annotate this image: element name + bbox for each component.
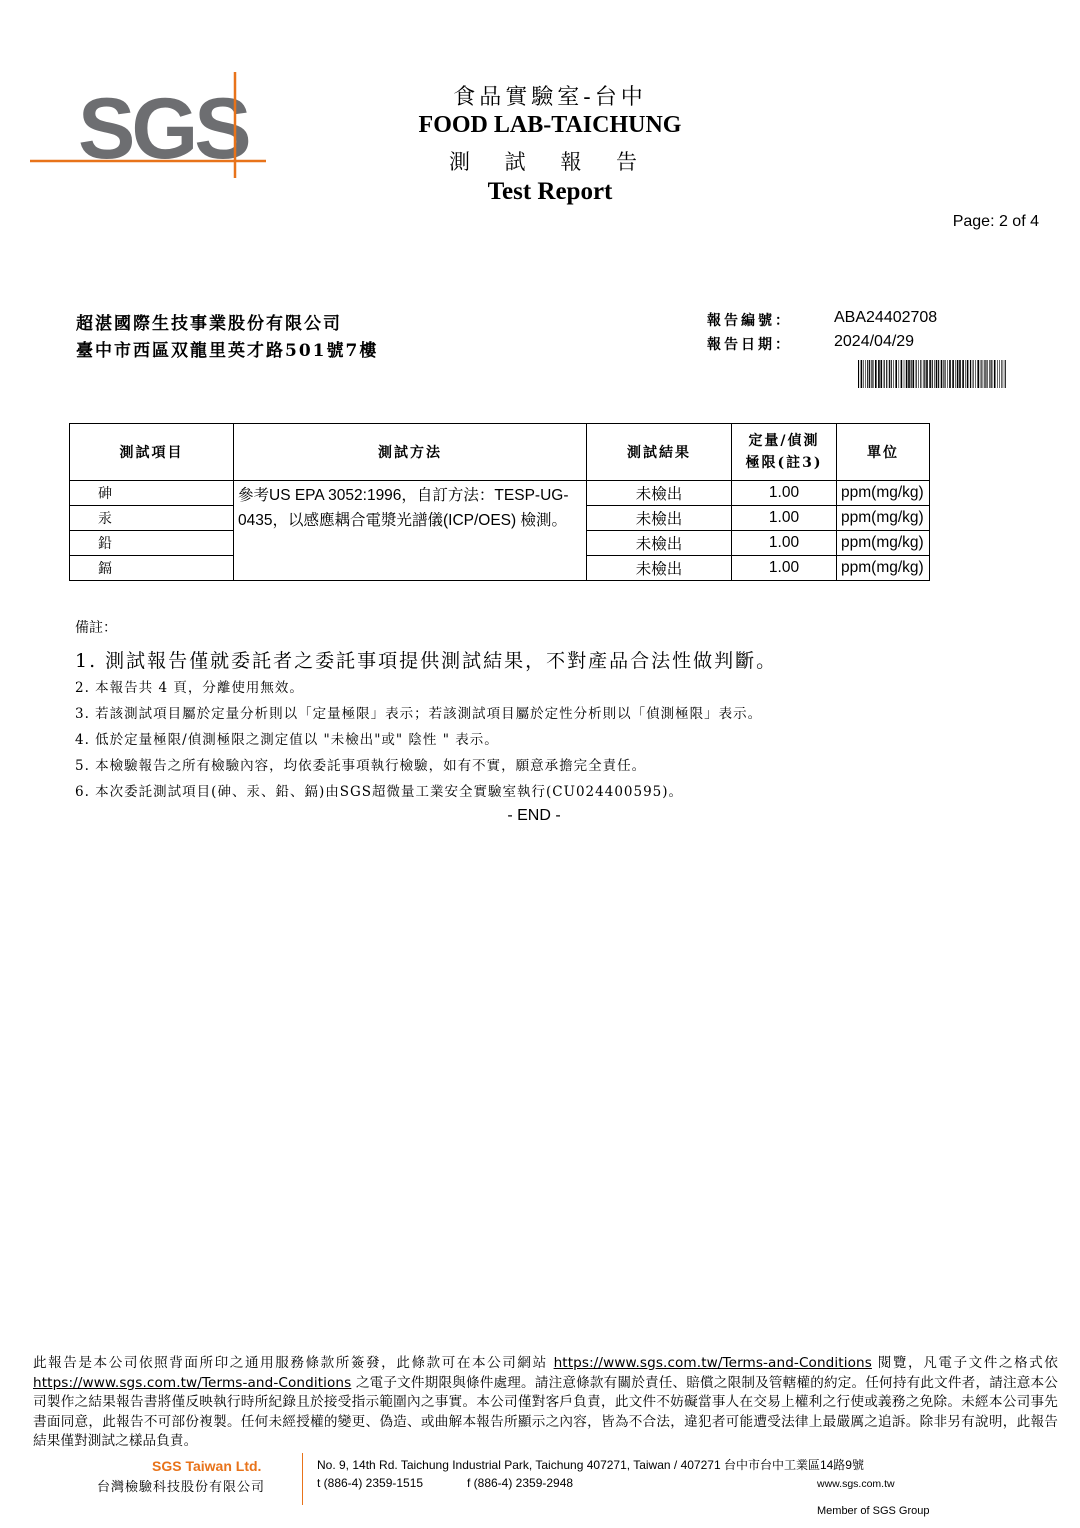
client-name: 超湛國際生技事業股份有限公司 [76, 314, 342, 334]
disclaimer-text: 閱覽，凡電子文件之格式依 [871, 1355, 1058, 1371]
barcode-bar [923, 360, 924, 388]
report-title-zh: 測 試 報 告 [448, 150, 652, 174]
unit-cell: ppm(mg/kg) [837, 481, 930, 506]
barcode-bar [1003, 360, 1004, 388]
barcode-bar [977, 360, 979, 388]
company-phone: t (886-4) 2359-1515 [317, 1476, 424, 1490]
barcode-bar [884, 360, 885, 388]
barcode-bar [911, 360, 912, 388]
barcode-bar [945, 360, 946, 388]
barcode-bar [973, 360, 974, 388]
barcode-bar [997, 360, 998, 388]
result-cell: 未檢出 [587, 531, 732, 556]
results-table [69, 423, 930, 581]
company-name-en: SGS Taiwan Ltd. [152, 1458, 262, 1474]
sgs-logo [30, 70, 270, 180]
barcode-bar [965, 360, 966, 388]
result-cell: 未檢出 [587, 481, 732, 506]
method-cell: 參考US EPA 3052:1996，自訂方法：TESP-UG-0435，以感應耦合電漿光譜儀(ICP/OES) 檢測。 [234, 481, 587, 581]
barcode-bar [936, 360, 938, 388]
legal-disclaimer [33, 1354, 1058, 1452]
barcode-bar [972, 360, 973, 388]
barcode-bar [987, 360, 988, 388]
limit-cell: 1.00 [732, 506, 837, 531]
barcode-bar [895, 360, 897, 388]
barcode-bar [872, 360, 873, 388]
barcode-bar [938, 360, 939, 388]
barcode-bar [983, 360, 984, 388]
barcode-bar [889, 360, 890, 388]
lab-title-en: FOOD LAB-TAICHUNG [418, 112, 682, 138]
table-header-row [70, 424, 930, 481]
header-limit-line1: 定量/偵測 [748, 433, 820, 449]
barcode-bar [955, 360, 956, 388]
barcode-bar [886, 360, 887, 388]
header-limit [732, 424, 837, 481]
barcode-bar [985, 360, 986, 388]
header-unit: 單位 [837, 424, 930, 481]
result-cell: 未檢出 [587, 506, 732, 531]
barcode-bar [901, 360, 903, 388]
report-number: ABA24402708 [834, 309, 938, 326]
logo-text: SGS [78, 81, 248, 177]
notes-title: 備註： [75, 620, 117, 636]
barcode-bar [916, 360, 917, 388]
barcode-bar [981, 360, 982, 388]
barcode-bar [947, 360, 948, 388]
barcode-bar [908, 360, 910, 388]
header-method: 測試方法 [234, 424, 587, 481]
barcode-bar [975, 360, 976, 388]
terms-link[interactable]: https://www.sgs.com.tw/Terms-and-Conditions [553, 1355, 872, 1371]
barcode-bar [934, 360, 935, 388]
barcode-bar [913, 360, 915, 388]
barcode-bar [984, 360, 985, 388]
limit-cell: 1.00 [732, 531, 837, 556]
unit-cell: ppm(mg/kg) [837, 506, 930, 531]
unit-cell: ppm(mg/kg) [837, 531, 930, 556]
barcode-bar [991, 360, 992, 388]
barcode-bar [878, 360, 880, 388]
report-number-label: 報告編號： [707, 313, 792, 329]
limit-cell: 1.00 [732, 481, 837, 506]
barcode-bar [989, 360, 990, 388]
note-item: 2. 本報告共 4 頁，分離使用無效。 [75, 680, 304, 696]
item-cell: 鉛 [70, 531, 234, 556]
report-title-en: Test Report [487, 178, 613, 205]
barcode-bar [962, 360, 964, 388]
note-item: 5. 本檢驗報告之所有檢驗內容，均依委託事項執行檢驗，如有不實，願意承擔完全責任。 [75, 758, 647, 774]
terms-link[interactable]: https://www.sgs.com.tw/Terms-and-Conditions [33, 1374, 352, 1391]
barcode-bar [924, 360, 925, 388]
barcode-bar [1001, 360, 1002, 388]
company-address: No. 9, 14th Rd. Taichung Industrial Park, Taichung 407271, Taiwan / 407271 台中市台中工業區14路9號 [317, 1458, 864, 1472]
table-row [70, 481, 930, 506]
result-cell: 未檢出 [587, 556, 732, 581]
barcode-bar [943, 360, 944, 388]
note-item: 6. 本次委託測試項目(砷、汞、鉛、鎘)由SGS超微量工業安全實驗室執行(CU024400595)。 [75, 784, 684, 800]
note-item: 4. 低於定量極限/偵測極限之測定值以 "未檢出"或" 陰性 " 表示。 [75, 732, 499, 748]
barcode-bar [926, 360, 928, 388]
barcode-bar [952, 360, 954, 388]
member-label: Member of SGS Group [817, 1505, 930, 1517]
barcode-bar [891, 360, 892, 388]
barcode-bar [906, 360, 908, 388]
item-cell: 汞 [70, 506, 234, 531]
item-cell: 砷 [70, 481, 234, 506]
barcode-bar [863, 360, 864, 388]
company-name-zh: 台灣檢驗科技股份有限公司 [97, 1480, 266, 1495]
barcode-bar [865, 360, 866, 388]
barcode-bar [904, 360, 905, 388]
barcode-bar [980, 360, 981, 388]
client-address: 臺中市西區双龍里英才路501號7樓 [76, 341, 379, 361]
barcode-bar [899, 360, 900, 388]
barcode-bar [858, 360, 859, 388]
barcode-bar [869, 360, 870, 388]
barcode-bar [959, 360, 961, 388]
header-result: 測試結果 [587, 424, 732, 481]
barcode-bar [861, 360, 863, 388]
barcode-bar [918, 360, 919, 388]
company-website[interactable]: www.sgs.com.tw [817, 1478, 895, 1490]
barcode-bar [920, 360, 921, 388]
barcode-bar [893, 360, 894, 388]
barcode-bar [970, 360, 971, 388]
barcode-bar [999, 360, 1000, 388]
barcode-bar [949, 360, 951, 388]
item-cell: 鎘 [70, 556, 234, 581]
company-fax: f (886-4) 2359-2948 [467, 1476, 574, 1490]
barcode-bar [1005, 360, 1006, 388]
note-item: 1. 測試報告僅就委託者之委託事項提供測試結果，不對產品合法性做判斷。 [75, 650, 778, 672]
header-item: 測試項目 [70, 424, 234, 481]
footer-divider [302, 1453, 303, 1505]
barcode-bar [929, 360, 931, 388]
disclaimer-text: 此報告是本公司依照背面所印之通用服務條款所簽發，此條款可在本公司網站 [33, 1355, 554, 1371]
barcode-bar [871, 360, 872, 388]
page-number: Page: 2 of 4 [952, 213, 1039, 230]
disclaimer-text: 之電子文件期限與條件處理。請注意條款有關於責任、賠償之限制及管轄權的約定。任何持有此文件者，請注意本公司製作之結果報告書將僅反映執行時所紀錄且於接受指示範圍內之事實。本公司僅對客戶負責，此文件不妨礙當事人在交易上權利之行使或義務之免除。未經本公司事先書面同意，此報告不可部份複製。任何未經授權的變更、偽造、或曲解本報告所顯示之內容，皆為不合法，違犯者可能遭受法律上最嚴厲之追訴。除非另有說明，此報告結果僅對測試之樣品負責。 [33, 1374, 1058, 1449]
barcode [858, 360, 1008, 388]
barcode-bar [967, 360, 969, 388]
barcode-bar [875, 360, 877, 388]
barcode-bar [932, 360, 933, 388]
barcode-bar [994, 360, 996, 388]
report-date-label: 報告日期： [707, 337, 792, 353]
lab-title-zh: 食品實驗室-台中 [453, 85, 647, 110]
limit-cell: 1.00 [732, 556, 837, 581]
header-limit-line2: 極限(註3) [745, 455, 823, 471]
barcode-bar [881, 360, 883, 388]
unit-cell: ppm(mg/kg) [837, 556, 930, 581]
barcode-bar [941, 360, 943, 388]
end-marker: - END - [507, 807, 561, 824]
barcode-bar [867, 360, 868, 388]
barcode-bar [957, 360, 959, 388]
report-date: 2024/04/29 [834, 333, 915, 350]
note-item: 3. 若該測試項目屬於定量分析則以「定量極限」表示；若該測試項目屬於定性分析則以「偵測極限」表示。 [75, 706, 763, 722]
